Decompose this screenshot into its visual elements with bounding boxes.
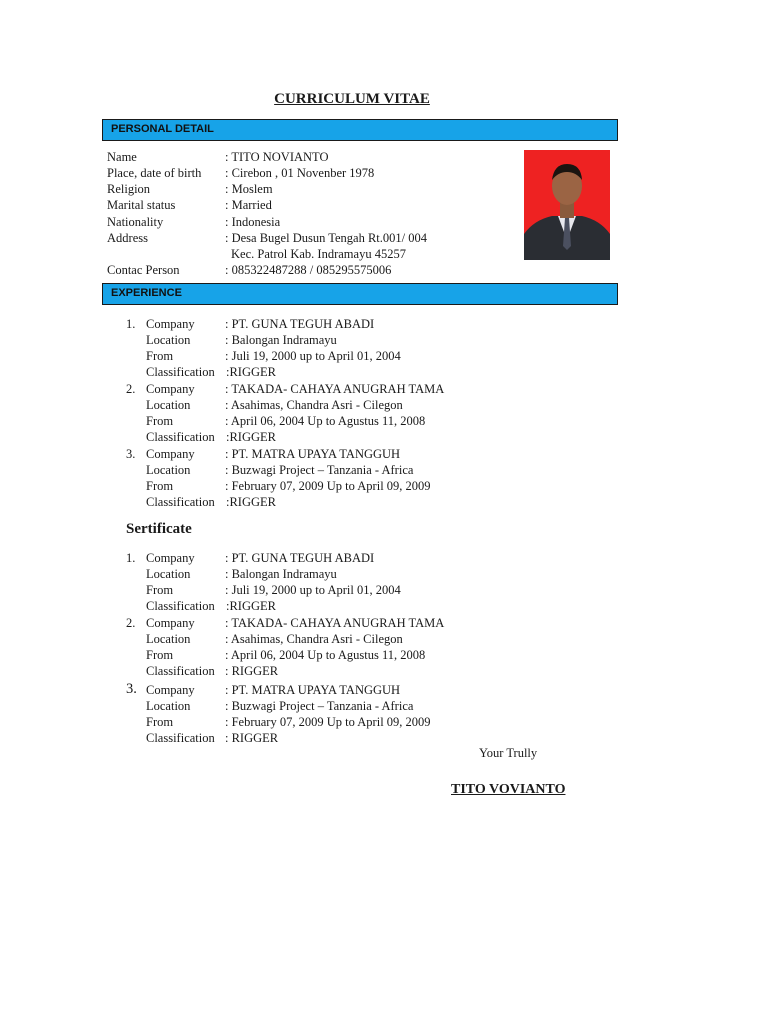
profile-photo <box>524 150 610 260</box>
experience-label: Location <box>146 398 191 412</box>
document-title: CURRICULUM VITAE <box>274 91 430 107</box>
certificate-value: : PT. GUNA TEGUH ABADI <box>225 551 375 565</box>
experience-header <box>102 283 618 305</box>
certificate-value: : Asahimas, Chandra Asri - Cilegon <box>225 632 403 646</box>
personal-label-birth: Place, date of birth <box>107 166 202 180</box>
experience-value: : April 06, 2004 Up to Agustus 11, 2008 <box>225 414 426 428</box>
personal-label-name: Name <box>107 150 137 164</box>
certificate-entry-number: 2. <box>126 616 136 630</box>
experience-label: Classification <box>146 365 215 379</box>
personal-value-birth: : Cirebon , 01 Novenber 1978 <box>225 166 375 180</box>
certificate-value: :RIGGER <box>226 599 276 613</box>
closing-remark: Your Trully <box>479 746 538 760</box>
experience-value: : PT. GUNA TEGUH ABADI <box>225 317 375 331</box>
personal-label-religion: Religion <box>107 182 151 196</box>
certificate-entry-number: 3. <box>126 681 137 697</box>
experience-label: Company <box>146 317 195 331</box>
personal-label-nationality: Nationality <box>107 215 164 229</box>
experience-label: Classification <box>146 495 215 509</box>
personal-value-contact: : 085322487288 / 085295575006 <box>225 263 392 277</box>
certificate-value: : Buzwagi Project – Tanzania - Africa <box>225 699 414 713</box>
experience-value: :RIGGER <box>226 365 276 379</box>
experience-value: : Asahimas, Chandra Asri - Cilegon <box>225 398 403 412</box>
experience-value: : TAKADA- CAHAYA ANUGRAH TAMA <box>225 382 445 396</box>
experience-value: : Juli 19, 2000 up to April 01, 2004 <box>225 349 401 363</box>
experience-label: From <box>146 479 174 493</box>
personal-value-religion: : Moslem <box>225 182 273 196</box>
certificate-label: Classification <box>146 731 215 745</box>
experience-label: Location <box>146 333 191 347</box>
certificate-label: Location <box>146 567 191 581</box>
certificate-entry-number: 1. <box>126 551 136 565</box>
certificate-label: From <box>146 715 174 729</box>
certificate-value: : Juli 19, 2000 up to April 01, 2004 <box>225 583 401 597</box>
personal-value-name: : TITO NOVIANTO <box>225 150 329 164</box>
certificate-label: Company <box>146 683 195 697</box>
certificate-heading: Sertificate <box>126 521 192 537</box>
personal-value-address: : Desa Bugel Dusun Tengah Rt.001/ 004 <box>225 231 428 245</box>
experience-value: : PT. MATRA UPAYA TANGGUH <box>225 447 401 461</box>
experience-value: : Balongan Indramayu <box>225 333 337 347</box>
certificate-label: Classification <box>146 599 215 613</box>
personal-detail-header <box>102 119 618 141</box>
experience-value: : February 07, 2009 Up to April 09, 2009 <box>225 479 431 493</box>
experience-value: :RIGGER <box>226 430 276 444</box>
personal-value-marital: : Married <box>225 198 272 212</box>
experience-label: Company <box>146 447 195 461</box>
certificate-value: : April 06, 2004 Up to Agustus 11, 2008 <box>225 648 426 662</box>
person-portrait-icon <box>524 150 610 260</box>
certificate-label: From <box>146 583 174 597</box>
personal-label-contact: Contac Person <box>107 263 180 277</box>
certificate-label: Classification <box>146 664 215 678</box>
experience-value: : Buzwagi Project – Tanzania - Africa <box>225 463 414 477</box>
experience-value: :RIGGER <box>226 495 276 509</box>
certificate-label: Company <box>146 616 195 630</box>
experience-header-label: EXPERIENCE <box>111 287 182 299</box>
certificate-label: From <box>146 648 174 662</box>
personal-value-address-line2: Kec. Patrol Kab. Indramayu 45257 <box>231 247 406 261</box>
certificate-label: Location <box>146 632 191 646</box>
signature-name: TITO VOVIANTO <box>451 782 566 797</box>
personal-value-nationality: : Indonesia <box>225 215 281 229</box>
experience-label: From <box>146 349 174 363</box>
personal-label-address: Address <box>107 231 148 245</box>
certificate-value: : RIGGER <box>225 664 279 678</box>
certificate-value: : PT. MATRA UPAYA TANGGUH <box>225 683 401 697</box>
personal-detail-header-label: PERSONAL DETAIL <box>111 123 214 135</box>
personal-label-marital: Marital status <box>107 198 176 212</box>
certificate-value: : TAKADA- CAHAYA ANUGRAH TAMA <box>225 616 445 630</box>
experience-label: Classification <box>146 430 215 444</box>
experience-label: Location <box>146 463 191 477</box>
experience-entry-number: 1. <box>126 317 136 331</box>
experience-entry-number: 2. <box>126 382 136 396</box>
experience-label: From <box>146 414 174 428</box>
certificate-value: : RIGGER <box>225 731 279 745</box>
certificate-label: Company <box>146 551 195 565</box>
certificate-label: Location <box>146 699 191 713</box>
experience-entry-number: 3. <box>126 447 136 461</box>
certificate-value: : Balongan Indramayu <box>225 567 337 581</box>
certificate-value: : February 07, 2009 Up to April 09, 2009 <box>225 715 431 729</box>
experience-label: Company <box>146 382 195 396</box>
